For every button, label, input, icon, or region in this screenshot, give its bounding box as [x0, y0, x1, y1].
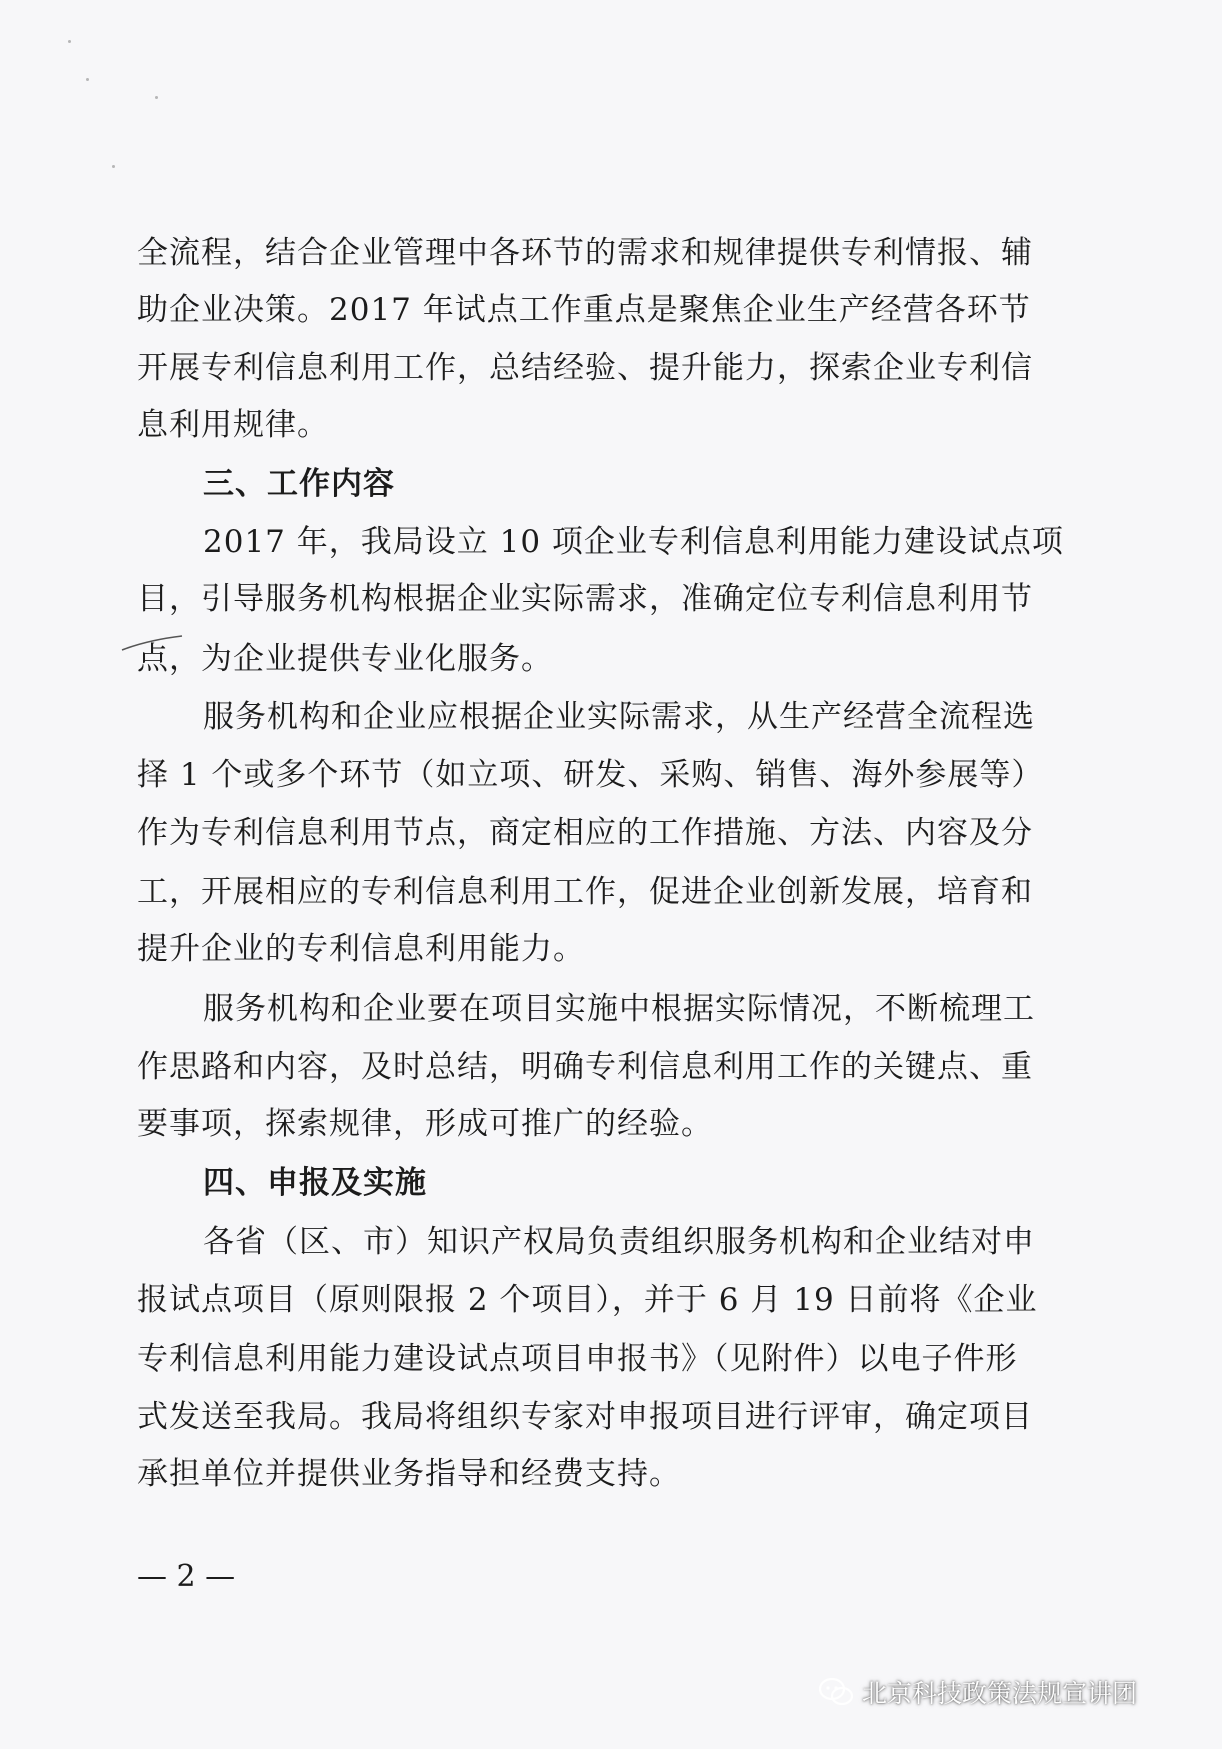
watermark: [818, 1674, 1137, 1710]
text-line: 工，开展相应的专利信息利用工作，促进企业创新发展，培育和: [137, 874, 1033, 910]
page-number: — 2 —: [137, 1559, 236, 1594]
text-line: 2017 年，我局设立 10 项企业专利信息利用能力建设试点项: [203, 524, 1064, 560]
section-heading: 三、工作内容: [203, 466, 395, 502]
pencil-mark: [118, 628, 188, 658]
text-line: 报试点项目（原则限报 2 个项目），并于 6 月 19 日前将《企业: [137, 1282, 1038, 1318]
text-line: 服务机构和企业应根据企业实际需求，从生产经营全流程选: [203, 699, 1035, 735]
text-line: 服务机构和企业要在项目实施中根据实际情况，不断梳理工: [203, 991, 1035, 1027]
text-line: 专利信息利用能力建设试点项目申报书》（见附件）以电子件形: [137, 1341, 1018, 1377]
section-heading: 四、申报及实施: [203, 1165, 427, 1201]
text-line: 全流程，结合企业管理中各环节的需求和规律提供专利情报、辅: [137, 235, 1033, 271]
wechat-icon: [818, 1677, 854, 1707]
text-line: 点，为企业提供专业化服务。: [137, 641, 553, 677]
text-line: 承担单位并提供业务指导和经费支持。: [137, 1456, 681, 1492]
text-line: 要事项，探索规律，形成可推广的经验。: [137, 1106, 713, 1142]
text-line: 作为专利信息利用节点，商定相应的工作措施、方法、内容及分: [137, 815, 1033, 851]
text-line: 息利用规律。: [137, 407, 329, 443]
text-line: 择 1 个或多个环节（如立项、研发、采购、销售、海外参展等）: [137, 757, 1044, 793]
watermark-text: 北京科技政策法规宣讲团: [862, 1679, 1138, 1708]
text-line: 提升企业的专利信息利用能力。: [137, 931, 585, 967]
scan-speck: [155, 96, 158, 99]
text-line: 式发送至我局。我局将组织专家对申报项目进行评审，确定项目: [137, 1399, 1033, 1435]
scan-speck: [86, 78, 89, 81]
scan-speck: [112, 165, 115, 168]
text-line: 助企业决策。2017 年试点工作重点是聚焦企业生产经营各环节: [137, 292, 1031, 328]
text-line: 作思路和内容，及时总结，明确专利信息利用工作的关键点、重: [137, 1049, 1033, 1085]
scan-speck: [68, 40, 71, 43]
text-line: 开展专利信息利用工作，总结经验、提升能力，探索企业专利信: [137, 350, 1033, 386]
text-line: 目，引导服务机构根据企业实际需求，准确定位专利信息利用节: [137, 581, 1033, 617]
text-line: 各省（区、市）知识产权局负责组织服务机构和企业结对申: [203, 1224, 1035, 1260]
